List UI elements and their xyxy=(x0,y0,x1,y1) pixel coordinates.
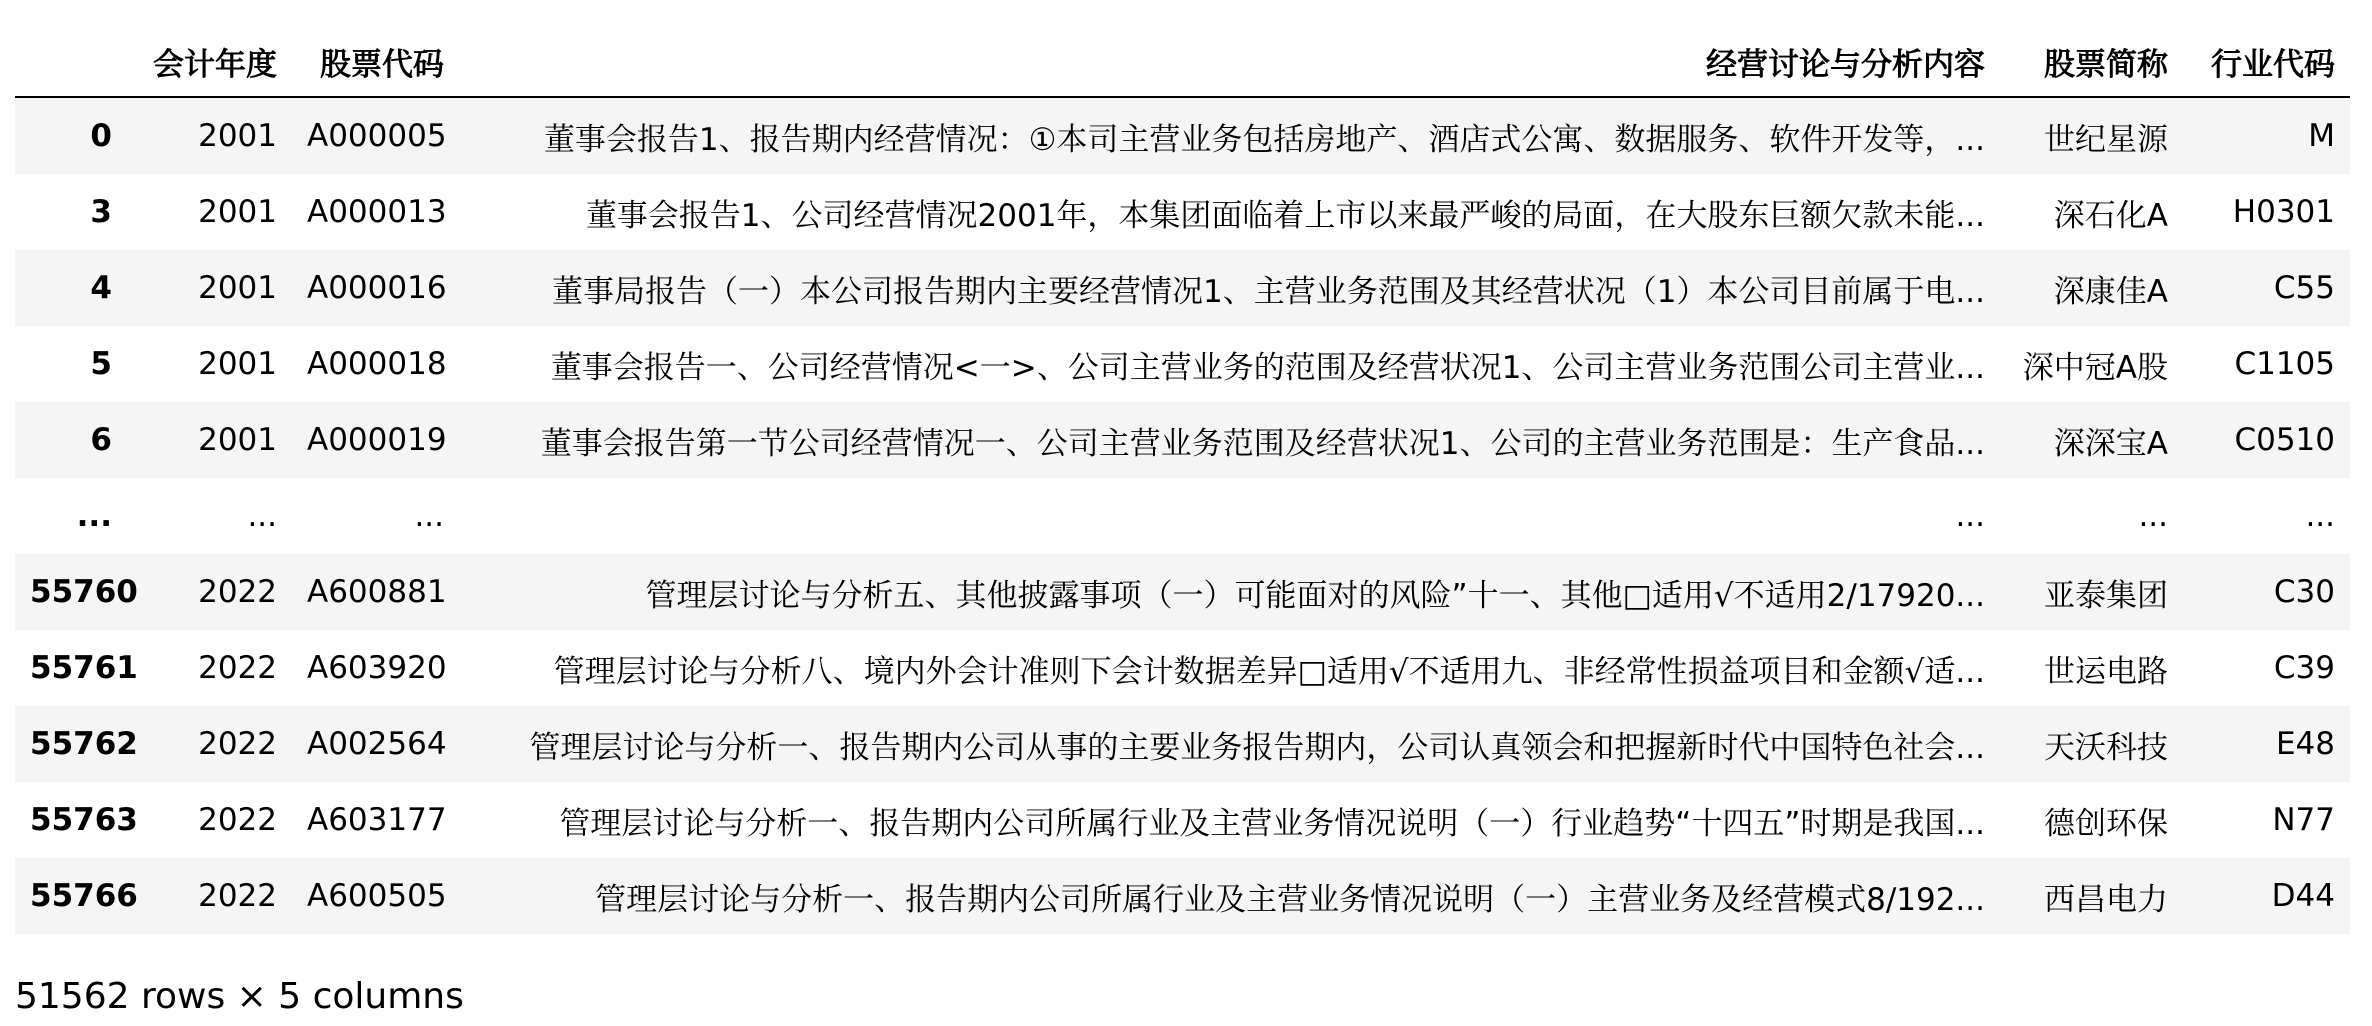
cell-mdna-content: 管理层讨论与分析一、报告期内公司从事的主要业务报告期内，公司认真领会和把握新时代中国特色社会... xyxy=(529,729,1985,766)
cell-industry-code: C39 xyxy=(2273,650,2335,686)
cell-stock-abbr: 世运电路 xyxy=(2044,653,2168,690)
cell-stock-code: A002564 xyxy=(307,726,447,762)
cell-year: 2001 xyxy=(198,346,277,382)
table-row xyxy=(15,250,2350,326)
cell-stock-code: A000018 xyxy=(307,346,447,382)
cell-stock-abbr: 世纪星源 xyxy=(2044,121,2168,158)
row-index: 55762 xyxy=(30,726,138,762)
cell-year: 2001 xyxy=(198,270,277,306)
row-index: 6 xyxy=(90,422,112,458)
row-index: 3 xyxy=(90,194,112,230)
cell-year: 2022 xyxy=(198,574,277,610)
cell-stock-code: A600881 xyxy=(307,574,447,610)
cell-year: ... xyxy=(247,498,277,534)
cell-industry-code: C1105 xyxy=(2234,346,2335,382)
column-header-mdna-content: 经营讨论与分析内容 xyxy=(459,27,2000,97)
cell-industry-code: D44 xyxy=(2271,878,2335,914)
cell-year: 2001 xyxy=(198,194,277,230)
cell-stock-abbr: 深中冠A股 xyxy=(2022,349,2168,386)
table-row xyxy=(15,858,2350,934)
cell-year: 2001 xyxy=(198,118,277,154)
table-row xyxy=(15,706,2350,782)
cell-mdna-content: ... xyxy=(1955,498,1985,534)
cell-industry-code: ... xyxy=(2305,498,2335,534)
cell-industry-code: N77 xyxy=(2272,802,2335,838)
column-header-industry-code: 行业代码 xyxy=(2183,27,2350,97)
cell-industry-code: M xyxy=(2308,118,2335,154)
cell-stock-abbr: 德创环保 xyxy=(2044,805,2168,842)
cell-mdna-content: 管理层讨论与分析八、境内外会计准则下会计数据差异□适用√不适用九、非经常性损益项目和金额√适... xyxy=(553,653,1985,690)
cell-year: 2001 xyxy=(198,422,277,458)
ellipsis-row xyxy=(15,478,2350,554)
cell-stock-abbr: 亚泰集团 xyxy=(2044,577,2168,614)
column-header-stock-abbr: 股票简称 xyxy=(2000,27,2183,97)
column-header-year: 会计年度 xyxy=(127,27,292,97)
cell-stock-abbr: ... xyxy=(2138,498,2168,534)
row-count-summary: 51562 rows × 5 columns xyxy=(15,976,464,1017)
cell-stock-abbr: 深深宝A xyxy=(2053,425,2168,462)
cell-stock-code: ... xyxy=(414,498,444,534)
cell-mdna-content: 董事会报告1、公司经营情况2001年，本集团面临着上市以来最严峻的局面，在大股东巨额欠款未能... xyxy=(585,197,1985,234)
cell-year: 2022 xyxy=(198,878,277,914)
row-index: ... xyxy=(76,498,112,534)
cell-stock-code: A000019 xyxy=(307,422,447,458)
cell-stock-abbr: 深康佳A xyxy=(2053,273,2168,310)
row-index: 0 xyxy=(90,118,112,154)
cell-stock-abbr: 天沃科技 xyxy=(2044,729,2168,766)
cell-stock-code: A603920 xyxy=(307,650,447,686)
cell-stock-code: A600505 xyxy=(307,878,447,914)
cell-stock-code: A000016 xyxy=(307,270,447,306)
cell-stock-abbr: 深石化A xyxy=(2053,197,2168,234)
table-row xyxy=(15,174,2350,250)
row-index: 55766 xyxy=(30,878,138,914)
cell-mdna-content: 管理层讨论与分析一、报告期内公司所属行业及主营业务情况说明（一）行业趋势“十四五”时期是我国... xyxy=(559,805,1985,842)
cell-stock-code: A000005 xyxy=(307,118,447,154)
row-index: 55761 xyxy=(30,650,138,686)
row-index: 5 xyxy=(90,346,112,382)
index-header xyxy=(15,27,127,97)
cell-year: 2022 xyxy=(198,726,277,762)
table-row xyxy=(15,554,2350,630)
cell-industry-code: C0510 xyxy=(2234,422,2335,458)
cell-mdna-content: 董事会报告1、报告期内经营情况：①本司主营业务包括房地产、酒店式公寓、数据服务、软件开发等，... xyxy=(543,121,1985,158)
cell-industry-code: C55 xyxy=(2273,270,2335,306)
table-row xyxy=(15,326,2350,402)
cell-mdna-content: 董事会报告一、公司经营情况<一>、公司主营业务的范围及经营状况1、公司主营业务范围公司主营业... xyxy=(550,349,1985,386)
table-row xyxy=(15,402,2350,478)
table-row xyxy=(15,782,2350,858)
cell-industry-code: E48 xyxy=(2275,726,2335,762)
table-body xyxy=(15,97,2350,934)
header-row xyxy=(15,27,2350,97)
cell-stock-code: A000013 xyxy=(307,194,447,230)
cell-stock-abbr: 西昌电力 xyxy=(2044,881,2168,918)
table-row xyxy=(15,630,2350,706)
cell-stock-code: A603177 xyxy=(307,802,447,838)
row-index: 4 xyxy=(90,270,112,306)
column-header-stock-code: 股票代码 xyxy=(292,27,459,97)
cell-mdna-content: 管理层讨论与分析五、其他披露事项（一）可能面对的风险”十一、其他□适用√不适用2/17920... xyxy=(645,577,1985,614)
cell-mdna-content: 管理层讨论与分析一、报告期内公司所属行业及主营业务情况说明（一）主营业务及经营模式8/192... xyxy=(595,881,1985,918)
row-index: 55763 xyxy=(30,802,138,838)
cell-mdna-content: 董事会报告第一节公司经营情况一、公司主营业务范围及经营状况1、公司的主营业务范围是：生产食品... xyxy=(540,425,1985,462)
cell-year: 2022 xyxy=(198,650,277,686)
table-row xyxy=(15,97,2350,174)
dataframe-table xyxy=(15,27,2350,934)
cell-year: 2022 xyxy=(198,802,277,838)
row-index: 55760 xyxy=(30,574,138,610)
cell-mdna-content: 董事局报告（一）本公司报告期内主要经营情况1、主营业务范围及其经营状况（1）本公司目前属于电... xyxy=(551,273,1985,310)
cell-industry-code: H0301 xyxy=(2232,194,2335,230)
cell-industry-code: C30 xyxy=(2273,574,2335,610)
